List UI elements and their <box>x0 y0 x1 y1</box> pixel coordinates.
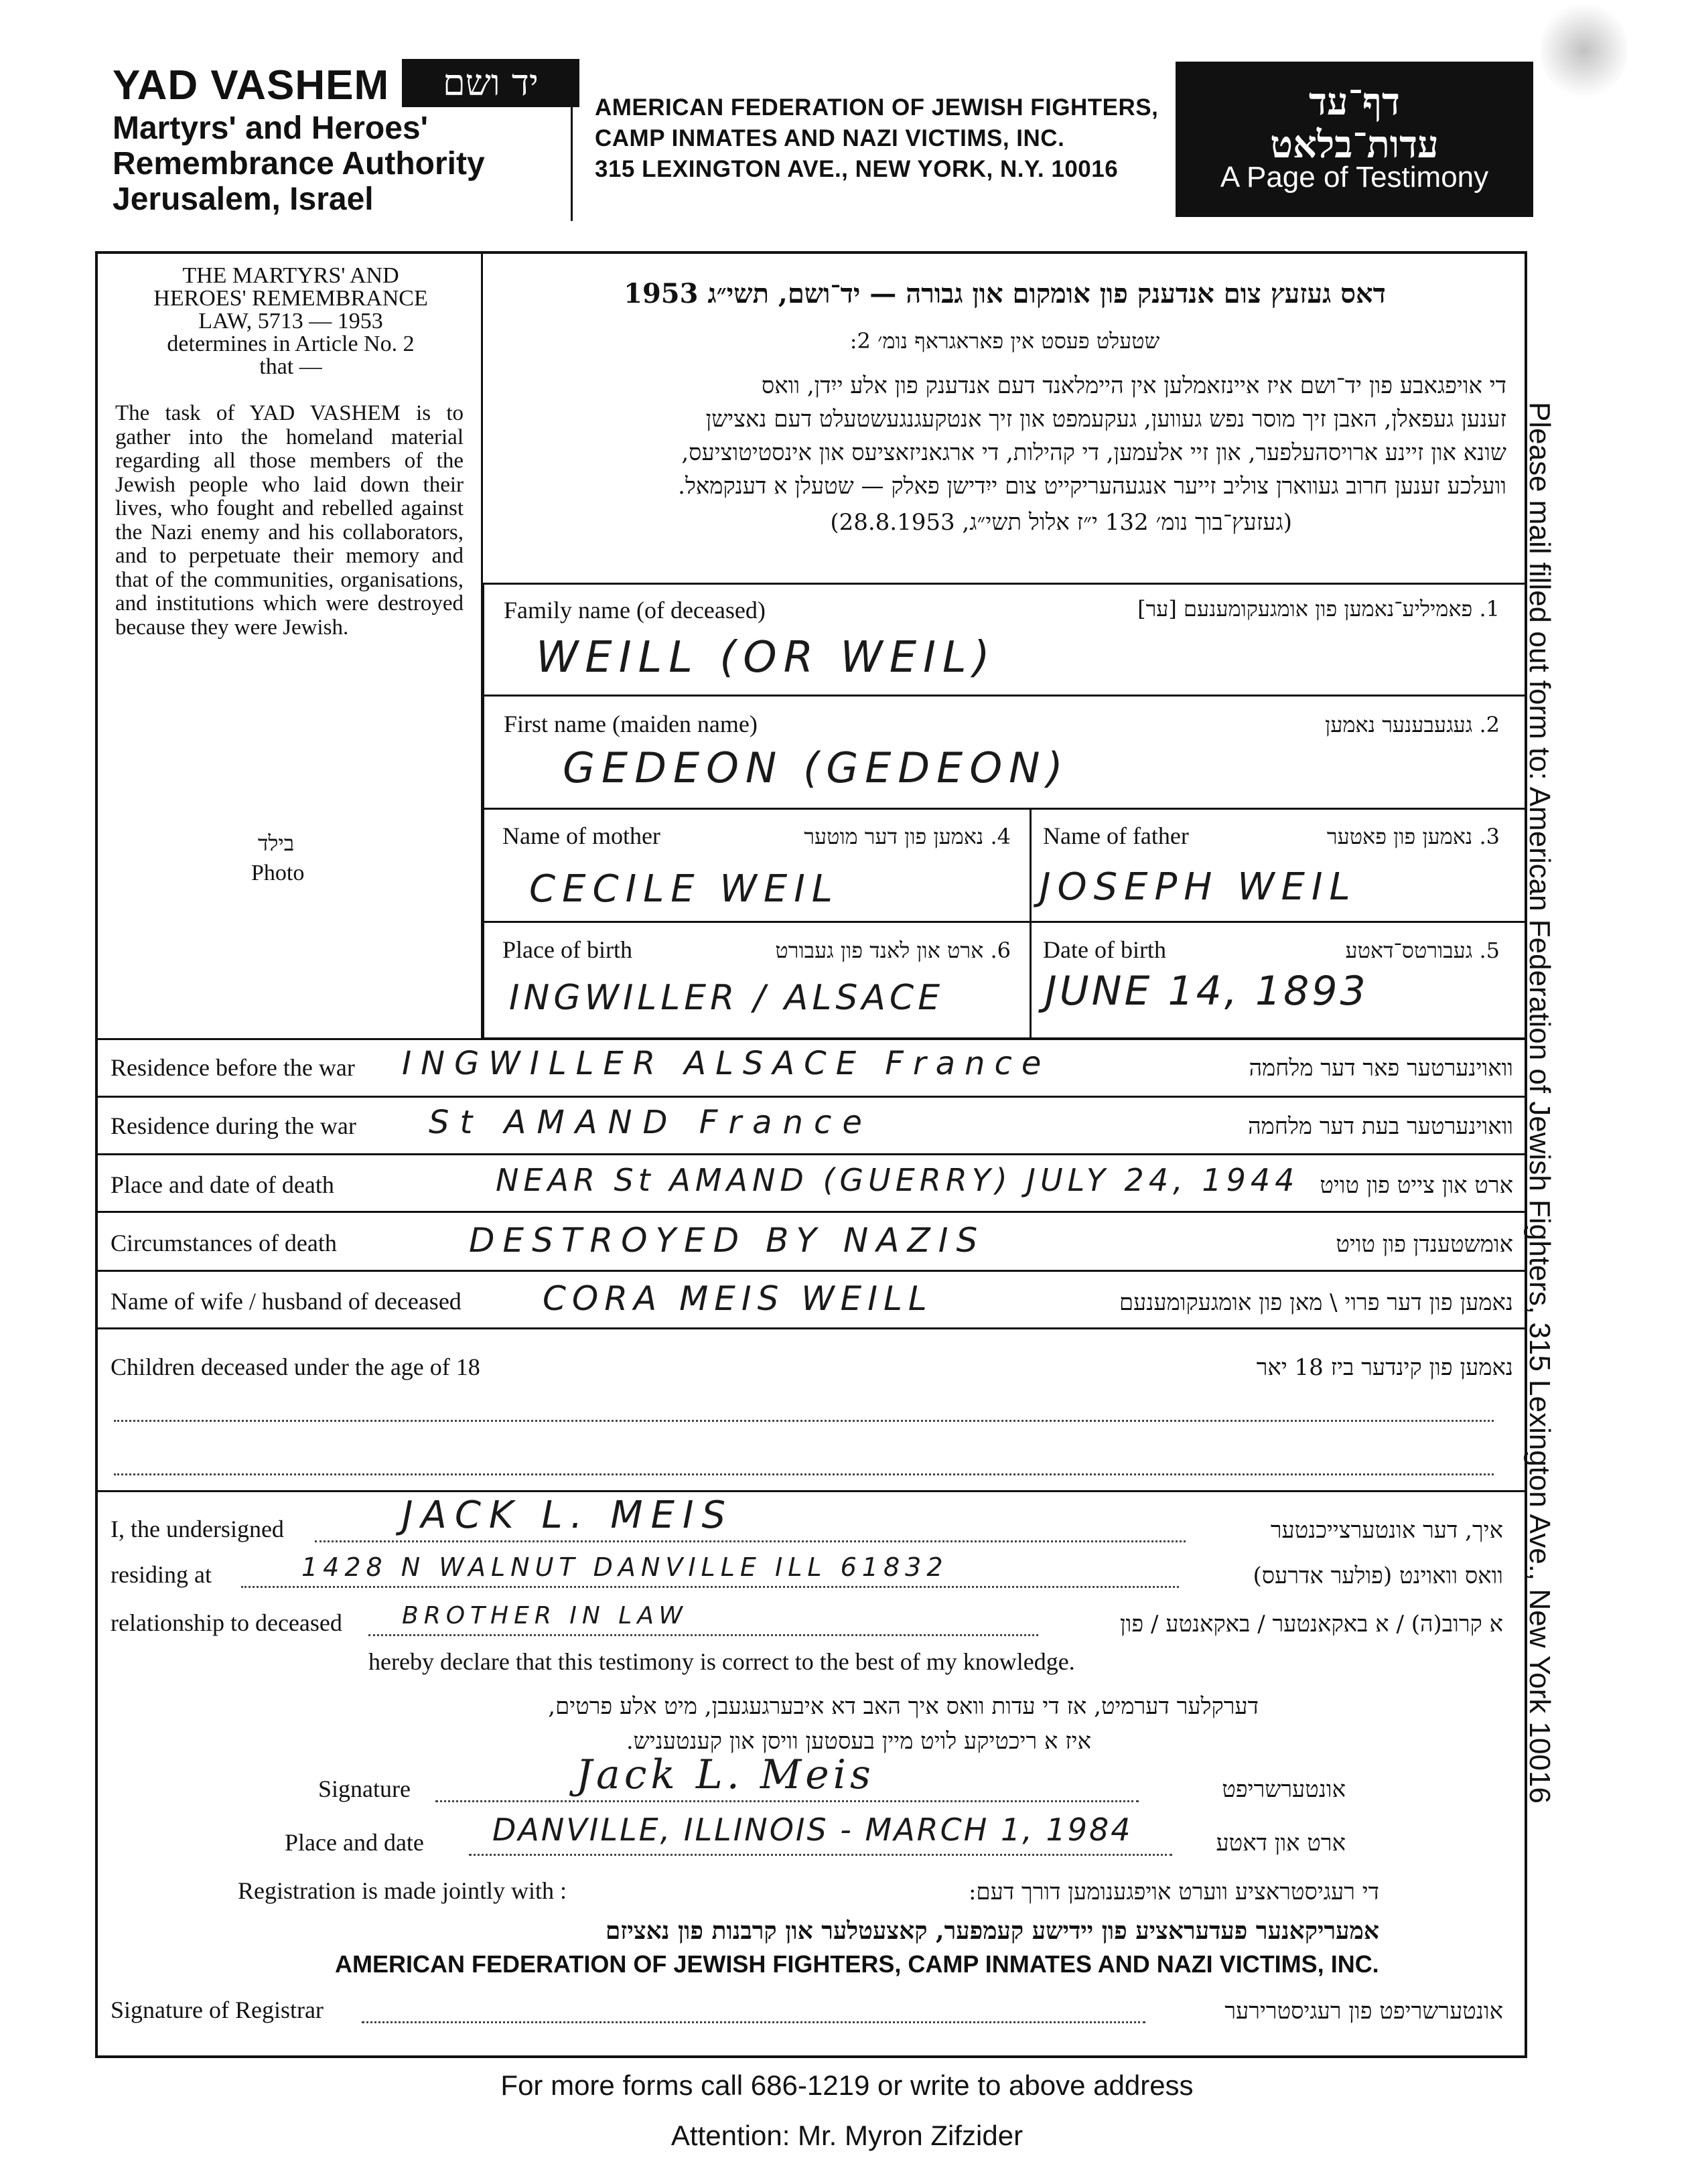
birth-date-value[interactable]: JUNE 14, 1893 <box>1045 968 1368 1015</box>
death-place-label: Place and date of death <box>111 1171 334 1198</box>
residing-label: residing at <box>111 1561 212 1588</box>
undersigned-line <box>315 1540 1186 1542</box>
residence-before-value[interactable]: INGWILLER ALSACE France <box>402 1045 1051 1082</box>
yv-sub-line-2: Remembrance Authority <box>113 146 485 181</box>
registration-hebrew-label: די רעגיסטראציע ווערט אויפגענומען דורך דעם: <box>968 1879 1379 1905</box>
hebrew-law-line-2: זענען געפאלן, האבן זיך מוסר נפש געווען, געקעמפט און זיך אנטקעגנגעשטעלט דעם נאצישן <box>705 406 1506 433</box>
residence-during-hebrew-label: וואוינערטער בעת דער מלחמה <box>1248 1113 1513 1140</box>
hebrew-law-line-1: די אויפגאבע פון יד־ושם איז איינזאמלען אין היימלאנד דעם אנדענק פון אלע ייִדן, וואס <box>761 372 1506 399</box>
row-separator <box>95 1211 1527 1213</box>
afj-line-3: 315 LEXINGTON AVE., NEW YORK, N.Y. 10016 <box>595 156 1119 182</box>
page-of-testimony-hebrew <box>1176 80 1533 166</box>
page-of-testimony-box <box>1176 62 1533 217</box>
pot-heb-line-2: עדות־בלאט <box>1270 123 1439 167</box>
pot-heb-line-1: דף־עד <box>1308 80 1400 124</box>
first-name-value[interactable]: GEDEON (GEDEON) <box>563 743 1070 792</box>
place-date-hebrew-label: ארט און דאטע <box>1216 1830 1346 1857</box>
circumstances-label: Circumstances of death <box>111 1230 337 1256</box>
paper-smudge <box>1541 0 1628 100</box>
law-line-4: determines in Article No. 2 <box>167 332 415 356</box>
federation-hebrew-name: אמעריקאנער פעדעראציע פון יידישע קעמפער, קאצעטלער און קרבנות פון נאציזם <box>605 1917 1379 1945</box>
mailing-instruction: Please mail filled out form to: American Federation of Jewish Fighters, 315 Lexington Ave., New York 10016 <box>1523 402 1556 1804</box>
first-name-label: First name (maiden name) <box>504 711 758 737</box>
law-line-1: THE MARTYRS' AND <box>182 263 399 288</box>
row-separator <box>95 1096 1527 1098</box>
yad-vashem-hebrew-logo: יד ושם <box>402 59 579 107</box>
row-separator <box>95 1327 1527 1329</box>
death-place-value[interactable]: NEAR St AMAND (GUERRY) JULY 24, 1944 <box>496 1162 1299 1198</box>
children-line-1[interactable] <box>114 1420 1494 1422</box>
registrar-label: Signature of Registrar <box>111 1996 324 2023</box>
row-separator <box>95 1270 1527 1272</box>
first-name-hebrew-label: 2. געגעבענער נאמען <box>1325 712 1500 737</box>
place-date-value[interactable]: DANVILLE, ILLINOIS - MARCH 1, 1984 <box>492 1812 1133 1848</box>
spouse-hebrew-label: נאמען פון דער פרוי \ מאן פון אומגעקומענעם <box>1119 1289 1513 1316</box>
registrar-hebrew-label: אונטערשריפט פון רעגיסטרירער <box>1224 1998 1503 2025</box>
children-label: Children deceased under the age of 18 <box>111 1354 480 1380</box>
hebrew-law-subtitle: שטעלט פעסט אין פאראגראף נומ׳ 2: <box>849 328 1160 354</box>
father-name-hebrew-label: 3. נאמען פון פאטער <box>1326 824 1500 849</box>
signature-hebrew-label: אונטערשריפט <box>1222 1776 1346 1803</box>
circumstances-hebrew-label: אומשטענדן פון טויט <box>1336 1231 1513 1258</box>
registrar-signature-line[interactable] <box>362 2021 1145 2023</box>
page-of-testimony-title: A Page of Testimony <box>1220 161 1489 194</box>
father-name-value[interactable]: JOSEPH WEIL <box>1040 865 1357 909</box>
law-line-3: LAW, 5713 — 1953 <box>198 309 383 334</box>
law-text: The task of YAD VASHEM is to gather into the homeland material regarding all those members of the Jewish people who laid down their lives, who fought and rebelled against the Nazi enemy and his collaborators, and to perpetuate their memory and that of the communities, organisations, and institutions which were destroyed because they were Jewish. <box>115 401 464 640</box>
place-date-line <box>469 1854 1172 1856</box>
place-date-label: Place and date <box>285 1829 424 1856</box>
declaration-text: hereby declare that this testimony is correct to the best of my knowledge. <box>368 1648 1075 1675</box>
children-line-2[interactable] <box>114 1473 1494 1475</box>
residing-line <box>241 1586 1179 1588</box>
family-name-value[interactable]: WEILL (OR WEIL) <box>536 633 997 682</box>
hebrew-law-citation: (געזעץ־בוך נומ׳ 132 י״ז אלול תשי״ג, 28.8.1953) <box>830 509 1292 536</box>
law-line-2: HEROES' REMEMBRANCE <box>153 286 428 311</box>
father-name-label: Name of father <box>1043 822 1189 849</box>
residence-before-hebrew-label: וואוינערטער פאר דער מלחמה <box>1249 1055 1513 1082</box>
hebrew-law-title: דאס געזעץ צום אנדענק פון אומקום און גבורה — יד־ושם, תשי״ג 1953 <box>624 278 1386 309</box>
federation-name: AMERICAN FEDERATION OF JEWISH FIGHTERS, CAMP INMATES AND NAZI VICTIMS, INC. <box>335 1950 1379 1978</box>
photo-label-hebrew: בילד <box>258 830 295 856</box>
federation-address <box>595 92 1158 185</box>
declaration-hebrew-line-1: דערקלער דערמיט, אז די עדות וואס איך האב דא איבערגעגעבן, מיט אלע פרטים, <box>548 1693 1259 1720</box>
relationship-hebrew-label: א קרוב(ה) / א באקאנטער / באקאנטע / פון <box>1119 1611 1503 1637</box>
family-name-label: Family name (of deceased) <box>504 597 766 624</box>
residence-during-value[interactable]: St AMAND France <box>429 1104 873 1141</box>
footer-attention: Attention: Mr. Myron Zifzider <box>670 2120 1024 2151</box>
family-name-hebrew-label: 1. פאמיליע־נאמען פון אומגעקומענעם [ער] <box>1137 596 1500 622</box>
birth-date-hebrew-label: 5. געבורטס־דאטע <box>1345 938 1500 963</box>
residing-value[interactable]: 1428 N WALNUT DANVILLE ILL 61832 <box>301 1552 948 1582</box>
residing-hebrew-label: וואס וואוינט (פולער אדרעס) <box>1253 1562 1503 1589</box>
hebrew-law-line-3: שונא און זיינע ארויסהעלפער, און זיי אלעמען, די קהילות, די ארגאניזאציעס און אינסטיטוציעס, <box>681 439 1506 466</box>
afj-line-2: CAMP INMATES AND NAZI VICTIMS, INC. <box>595 125 1065 151</box>
signature-line <box>435 1800 1139 1802</box>
relationship-line <box>368 1634 1038 1636</box>
residence-before-label: Residence before the war <box>111 1054 355 1081</box>
birth-date-label: Date of birth <box>1043 936 1166 963</box>
yad-vashem-title: YAD VASHEM <box>113 62 390 108</box>
residence-during-label: Residence during the war <box>111 1112 356 1139</box>
declaration-hebrew-line-2: איז א ריכטיקע לויט מיין בעסטען וויסן און קענטעניש. <box>626 1728 1091 1755</box>
mother-name-label: Name of mother <box>502 822 660 849</box>
afj-line-1: AMERICAN FEDERATION OF JEWISH FIGHTERS, <box>595 94 1159 121</box>
footer-contact: For more forms call 686-1219 or write to above address <box>500 2069 1194 2101</box>
undersigned-hebrew-label: איך, דער אונטערצייכנטער <box>1270 1517 1503 1544</box>
yv-sub-line-1: Martyrs' and Heroes' <box>113 111 428 146</box>
spouse-value[interactable]: CORA MEIS WEILL <box>543 1279 933 1318</box>
relationship-value[interactable]: BROTHER IN LAW <box>402 1602 688 1629</box>
circumstances-value[interactable]: DESTROYED BY NAZIS <box>469 1221 986 1260</box>
law-line-5: that — <box>259 354 322 379</box>
death-place-hebrew-label: ארט און צייט פון טויט <box>1320 1172 1513 1199</box>
mother-name-hebrew-label: 4. נאמען פון דער מוטער <box>804 824 1011 849</box>
row-separator <box>95 1038 1527 1040</box>
undersigned-value[interactable]: JACK L. MEIS <box>402 1494 734 1537</box>
children-hebrew-label: נאמען פון קינדער ביז 18 יאר <box>1256 1354 1513 1381</box>
yv-sub-line-3: Jerusalem, Israel <box>113 181 374 217</box>
header-divider <box>571 64 573 221</box>
birth-place-label: Place of birth <box>502 936 632 963</box>
birth-place-value[interactable]: INGWILLER / ALSACE <box>509 978 944 1018</box>
undersigned-label: I, the undersigned <box>111 1516 284 1542</box>
hebrew-law-line-4: וועלכע זענען חרוב געווארן צוליב זייער אנגעהעריקייט צום ייִדישן פאלק — שטעלן א דענקמאל. <box>678 473 1506 500</box>
law-heading <box>107 265 474 378</box>
row-separator <box>95 1153 1527 1155</box>
registration-label: Registration is made jointly with : <box>238 1877 567 1904</box>
mother-name-value[interactable]: CECILE WEIL <box>529 867 839 911</box>
spouse-label: Name of wife / husband of deceased <box>111 1288 462 1315</box>
birth-place-hebrew-label: 6. ארט און לאנד פון געבורט <box>775 938 1011 963</box>
signature-value[interactable]: Jack L. Meis <box>576 1751 875 1798</box>
yad-vashem-subtitle <box>113 111 485 217</box>
relationship-label: relationship to deceased <box>111 1609 342 1636</box>
signature-label: Signature <box>318 1775 411 1802</box>
photo-label: Photo <box>251 861 305 885</box>
row-separator <box>95 1490 1527 1492</box>
